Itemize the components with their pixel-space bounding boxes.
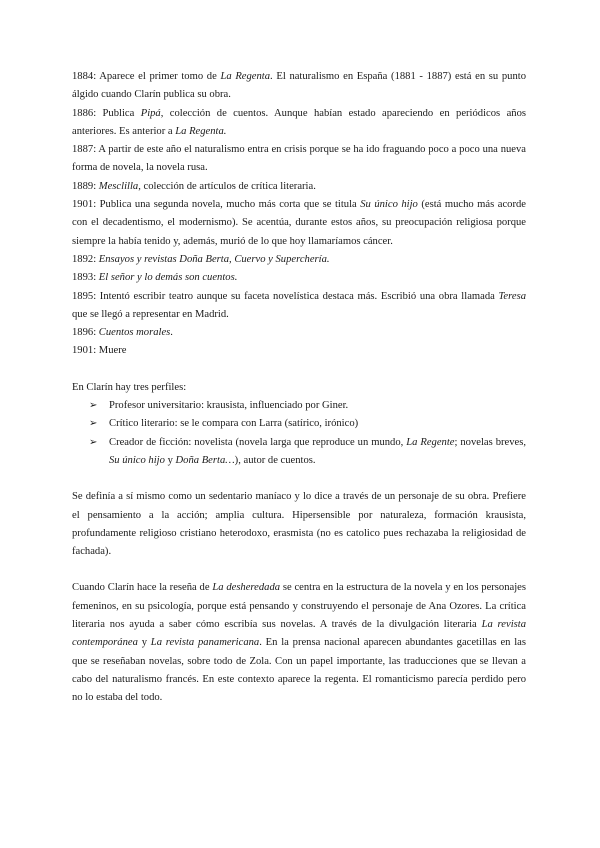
text-run: 1893: xyxy=(72,272,99,284)
timeline-entry xyxy=(72,269,526,287)
text-run: ), autor de cuentos. xyxy=(234,454,316,466)
text-run: y xyxy=(164,454,176,466)
text-run: se centra en la estructura de la novela y en los personajes femeninos, en su psicología, porque está pensando y construyendo el personaje de Ana Ozores. La crítica literaria nos ayuda a saber cómo escribía sus novelas. A través de la divulgación literaria xyxy=(72,582,526,631)
text-run: . En la prensa nacional aparecen abundantes gacetillas en las que se reseñaban novelas, sobre todo de Zola. Con un papel importante, las traducciones que se llevan a cabo del naturalismo francés. En este contexto aparece la regenta. El romanticismo parecía perdido pero no lo estaba del todo. xyxy=(72,637,527,704)
text-run: 1901: Publica una segunda novela, mucho más corta que se titula xyxy=(72,199,361,211)
timeline-entry xyxy=(72,196,526,251)
text-run: . xyxy=(170,327,173,339)
text-run: ; novelas breves, xyxy=(454,436,526,448)
arrow-bullet-icon: ➢ xyxy=(89,400,98,412)
profiles-list xyxy=(72,397,526,470)
profile-item xyxy=(72,415,526,433)
paragraph-sedentary: Se definía a sí mismo como un sedentario maníaco y lo dice a través de un personaje de su obra. Prefiere el pensamiento a la acción; amplia cultura. Hipersensible por naturaleza, formación krausista, profundamente religioso cristiano heterodoxo, erasmista (no es catolico pues rechazaba la religiosidad de fachada). xyxy=(72,491,526,558)
timeline-entry xyxy=(72,324,526,342)
timeline-entry xyxy=(72,68,526,105)
italic-title-text: Mesclilla xyxy=(98,180,139,192)
italic-title-text: La Regente xyxy=(406,436,455,448)
text-run: que se llegó a representar en Madrid. xyxy=(72,308,229,320)
italic-title-text: La revista contemporánea xyxy=(72,619,527,649)
timeline-list xyxy=(72,68,526,361)
italic-title-text: Teresa xyxy=(498,290,526,302)
timeline-entry xyxy=(72,342,526,360)
timeline-entry xyxy=(72,141,526,178)
text-run: y xyxy=(137,637,151,649)
timeline-entry xyxy=(72,288,526,325)
text-run: 1901: Muere xyxy=(72,345,127,357)
text-run: 1887: A partir de este año el naturalismo entra en crisis porque se ha ido fraguando poco a poco una nueva forma de novela, la novela rusa. xyxy=(72,144,526,174)
italic-title-text: La Regenta. xyxy=(175,125,227,137)
italic-title-text: Su único hijo xyxy=(360,199,418,211)
italic-title-text: La desheredada xyxy=(212,582,281,594)
text-run: 1892: xyxy=(72,253,99,265)
paragraph-review xyxy=(72,579,526,707)
text-run: Cuando Clarín hace la reseña de xyxy=(72,582,213,594)
text-run: . El naturalismo en España (1881 - 1887) está en su punto álgido cuando Clarín publica su obra. xyxy=(72,71,526,101)
italic-title-text: La revista panamericana xyxy=(150,637,260,649)
text-run: 1895: Intentó escribir teatro aunque su faceta novelística destaca más. Escribió una obra llamada xyxy=(72,290,499,302)
timeline-entry xyxy=(72,105,526,142)
profiles-intro: En Clarín hay tres perfiles: xyxy=(72,381,187,393)
arrow-bullet-icon: ➢ xyxy=(89,418,98,430)
timeline-entry xyxy=(72,251,526,269)
text-run: (está mucho más acorde con el decadentismo, el modernismo). Se acentúa, durante estos años, su preocupación religiosa porque siempre la había tenido y, además, murió de lo que hoy llamaríamos cáncer. xyxy=(72,199,526,247)
italic-title-text: Su único hijo xyxy=(109,454,165,466)
text-run: 1889: xyxy=(72,180,99,192)
text-run: , colección de artículos de crítica literaria. xyxy=(138,180,316,192)
text-run: Profesor universitario: krausista, influenciado por Giner. xyxy=(109,400,349,412)
text-run: 1884: Aparece el primer tomo de xyxy=(72,71,221,82)
text-run: , colección de cuentos. Aunque habían estado apareciendo en periódicos años anteriores. Es anterior a xyxy=(72,107,526,137)
text-run: Creador de ficción: novelista (novela larga que reproduce un mundo, xyxy=(109,436,407,448)
italic-title-text: Ensayos y revistas Doña Berta, Cuervo y Superchería. xyxy=(98,253,330,265)
italic-title-text: Doña Berta… xyxy=(175,454,235,466)
italic-title-text: Cuentos morales xyxy=(98,327,171,339)
text-run: Crítico literario: se le compara con Larra (satírico, irónico) xyxy=(109,418,359,430)
profile-item xyxy=(72,434,526,471)
italic-title-text: La Regenta xyxy=(220,71,271,82)
italic-title-text: Pipá xyxy=(140,107,161,119)
italic-title-text: El señor y lo demás son cuentos. xyxy=(98,272,238,284)
text-run: 1886: Publica xyxy=(72,107,141,119)
document-body xyxy=(72,68,526,708)
arrow-bullet-icon: ➢ xyxy=(89,436,98,448)
text-run: 1896: xyxy=(72,327,99,339)
profile-item xyxy=(72,397,526,415)
timeline-entry xyxy=(72,178,526,196)
